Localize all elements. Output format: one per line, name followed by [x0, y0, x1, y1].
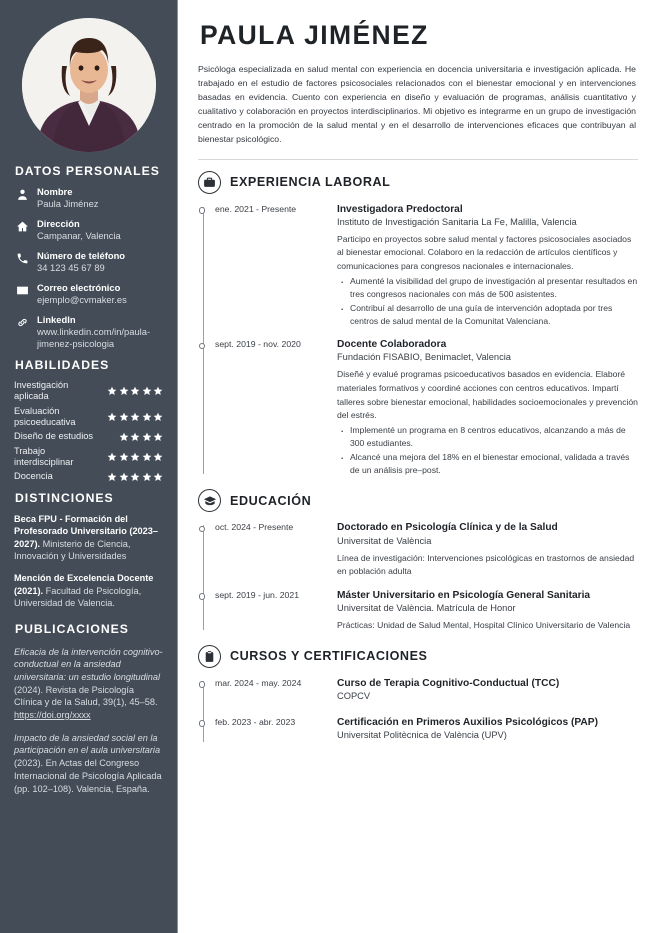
- section-title: EXPERIENCIA LABORAL: [230, 175, 391, 190]
- award-item: [14, 572, 163, 609]
- skill-row: [14, 471, 163, 482]
- entry-role: Máster Universitario en Psicología General Sanitaria: [337, 589, 591, 601]
- publications-heading: PUBLICACIONES: [15, 621, 129, 636]
- skill-name: Evaluación psicoeducativa: [14, 405, 76, 428]
- entry-description: Línea de investigación: Intervenciones psicológicas en trastornos de ansiedad en población adulta: [337, 552, 635, 577]
- section: [198, 171, 638, 479]
- timeline-dot: [199, 343, 206, 350]
- entry-date: mar. 2024 - may. 2024: [215, 677, 302, 688]
- bullet-item: · Aumenté la visibilidad del grupo de investigación al presentar resultados en tres congresos nacionales con más de 500 asistentes.: [337, 275, 638, 302]
- section-header: [198, 645, 638, 668]
- skills-list: [14, 380, 163, 483]
- skill-row: [14, 431, 163, 442]
- entry-description: Prácticas: Unidad de Salud Mental, Hospital Clínico Universitario de Valencia: [337, 620, 631, 631]
- timeline-dot: [199, 526, 206, 533]
- skill-name: Trabajo interdisciplinar: [14, 445, 74, 468]
- entry-organization: Instituto de Investigación Sanitaria La Fe, Malilla, Valencia: [337, 216, 577, 227]
- entry-body: [333, 203, 638, 330]
- publication-title: Impacto de la ansiedad social en la participación en el aula universitaria: [14, 732, 161, 756]
- publications-list: [14, 646, 163, 796]
- bullet-item: · Contribuí al desarrollo de una guía de intervención adoptada por tres centros de salud mental de la Comunitat Valenciana.: [337, 302, 638, 329]
- entry-body: [333, 338, 638, 478]
- entry-organization: Universitat de València. Matrícula de Honor: [337, 603, 516, 614]
- briefcase-icon: [198, 171, 221, 194]
- home-icon: [14, 220, 30, 233]
- contact-value: www.linkedin.com/in/paula-jimenez-psicologia: [37, 325, 151, 349]
- skill-rating-stars: [119, 432, 164, 442]
- entry-organization: Universitat Politècnica de València (UPV): [337, 730, 507, 741]
- timeline-entry: [215, 589, 638, 634]
- timeline-entry: [215, 521, 638, 579]
- timeline-entry: [215, 203, 638, 330]
- page-title: PAULA JIMÉNEZ: [200, 20, 429, 50]
- publication-item: [14, 646, 163, 722]
- personal-data-heading: DATOS PERSONALES: [15, 164, 160, 178]
- contact-label: Nombre: [37, 186, 73, 197]
- sections-container: [198, 171, 638, 747]
- timeline-line: [203, 525, 204, 629]
- contact-value: 34 123 45 67 89: [37, 261, 105, 273]
- skill-name: Investigación aplicada: [14, 380, 69, 402]
- timeline-entry: [215, 716, 638, 746]
- award-text: Beca FPU - Formación del Profesorado Universitario (2023–2027). Ministerio de Ciencia, Innovación y Universidades: [14, 513, 158, 561]
- graduation-cap-icon: [198, 489, 221, 512]
- timeline-entry: [215, 338, 638, 478]
- award-text: Mención de Excelencia Docente (2021). Facultad de Psicología, Universidad de Valencia.: [14, 573, 154, 609]
- publication-doi-link[interactable]: https://doi.org/xxxx: [14, 710, 91, 721]
- timeline-entry: [215, 677, 638, 707]
- section: [198, 645, 638, 747]
- contact-label: Dirección: [37, 217, 80, 229]
- divider: [198, 159, 638, 160]
- entry-role: Doctorado en Psicología Clínica y de la Salud: [337, 522, 558, 534]
- skill-rating-stars: [107, 386, 163, 396]
- entry-date: sept. 2019 - nov. 2020: [215, 339, 301, 350]
- link-icon: [14, 316, 30, 329]
- entry-body: [333, 521, 638, 579]
- entry-body: [333, 589, 638, 634]
- timeline-line: [203, 207, 204, 475]
- contact-value: Campanar, Valencia: [37, 229, 121, 241]
- publication-item: [14, 732, 163, 795]
- avatar: [14, 18, 163, 152]
- bullet-item: · Implementé un programa en 8 centros educativos, alcanzando a más de 300 estudiantes.: [337, 424, 638, 451]
- entry-date: oct. 2024 - Presente: [215, 522, 294, 533]
- contact-item-telefono: [14, 250, 163, 274]
- section-title: CURSOS Y CERTIFICACIONES: [230, 649, 428, 664]
- entry-organization: COPCV: [337, 690, 371, 701]
- skill-row: [14, 446, 163, 469]
- contact-list: [14, 186, 163, 350]
- contact-item-direccion: [14, 218, 163, 242]
- profile-summary: Psicóloga especializada en salud mental con experiencia en docencia universitaria e investigación aplicada. He trabajado en el estudio de factores psicosociales relacionados con el bienestar emocional y en intervenciones basadas en evidencia. Cuento con experiencia en diseño y evaluación de programas, análisis cuantitativo y cualitativo y colaboración en proyectos interdisciplinarios. Mi objetivo es integrarme en un grupo de investigación centrado en la promoción de la salud mental y en el desarrollo de intervenciones eficaces que contribuyan al bienestar psicológico.: [198, 64, 636, 145]
- phone-icon: [14, 252, 30, 265]
- timeline-line: [203, 681, 204, 743]
- entry-bullets: [337, 275, 638, 329]
- entry-description: Diseñé y evalué programas psicoeducativos basados en evidencia. Elaboré materiales formativos y coordiné acciones con centros educativos. Impartí talleres sobre bienestar emocional, habilidades socioemocionales y prevención del estrés.: [337, 369, 638, 421]
- entry-role: Curso de Terapia Cognitivo-Conductual (TCC): [337, 677, 560, 689]
- bullet-item: · Alcancé una mejora del 18% en el bienestar emocional, validada a través de un análisis pre–post.: [337, 451, 638, 478]
- timeline-dot: [199, 681, 206, 688]
- entry-body: [333, 677, 638, 707]
- main-content: [178, 0, 660, 933]
- section-header: [198, 171, 638, 194]
- entry-date: sept. 2019 - jun. 2021: [215, 589, 300, 600]
- skill-rating-stars: [107, 412, 163, 422]
- entry-date: ene. 2021 - Presente: [215, 203, 297, 214]
- section-header: [198, 489, 638, 512]
- timeline-dot: [199, 720, 206, 727]
- contact-item-linkedin[interactable]: [14, 314, 163, 350]
- profile-photo: [22, 18, 156, 152]
- entry-bullets: [337, 424, 638, 478]
- contact-value: Paula Jiménez: [37, 197, 99, 209]
- sidebar: [0, 0, 178, 933]
- timeline: [198, 677, 638, 747]
- contact-item-email: [14, 282, 163, 306]
- skill-rating-stars: [107, 472, 163, 482]
- timeline: [198, 203, 638, 479]
- person-icon: [14, 188, 30, 201]
- entry-body: [333, 716, 638, 746]
- contact-label: LinkedIn: [37, 313, 76, 325]
- entry-organization: Universitat de València: [337, 535, 432, 546]
- skills-heading: HABILIDADES: [15, 358, 110, 373]
- clipboard-icon: [198, 645, 221, 668]
- timeline-dot: [199, 593, 206, 600]
- contact-label: Número de teléfono: [37, 249, 126, 261]
- skill-name: Docencia: [14, 471, 53, 482]
- entry-date: feb. 2023 - abr. 2023: [215, 716, 296, 727]
- awards-list: [14, 513, 163, 610]
- entry-role: Certificación en Primeros Auxilios Psicológicos (PAP): [337, 716, 598, 728]
- publication-text: Eficacia de la intervención cognitivo-conductual en la ansiedad universitaria: un estudio longitudinal (2024). Revista de Psicología Clínica y de la Salud, 39(1), 45–58. https://doi.org/xxxx: [14, 646, 163, 721]
- contact-label: Correo electrónico: [37, 281, 121, 293]
- skill-name: Diseño de estudios: [14, 431, 94, 442]
- contact-item-nombre: [14, 186, 163, 210]
- section: [198, 489, 638, 633]
- entry-role: Docente Colaboradora: [337, 339, 447, 351]
- publication-title: Eficacia de la intervención cognitivo-conductual en la ansiedad universitaria: un estudio longitudinal: [14, 646, 163, 683]
- entry-description: Participo en proyectos sobre salud mental y factores psicosociales asociados al bienestar emocional. Colaboro en la redacción de artículos científicos y comunicaciones para congresos nacionales e internacionales.: [337, 233, 632, 271]
- section-title: EDUCACIÓN: [230, 493, 312, 508]
- contact-value: ejemplo@cvmaker.es: [37, 293, 127, 305]
- awards-heading: DISTINCIONES: [15, 490, 114, 505]
- envelope-icon: [14, 284, 30, 297]
- timeline: [198, 521, 638, 633]
- skill-row: [14, 380, 163, 403]
- publication-text: Impacto de la ansiedad social en la participación en el aula universitaria (2023). En Actas del Congreso Internacional de Psicología Aplicada (pp. 102–108). Valencia, España.: [14, 732, 162, 794]
- entry-role: Investigadora Predoctoral: [337, 203, 463, 215]
- award-item: [14, 513, 163, 563]
- timeline-dot: [199, 207, 206, 214]
- entry-organization: Fundación FISABIO, Benimaclet, Valencia: [337, 352, 511, 363]
- skill-row: [14, 406, 163, 429]
- skill-rating-stars: [107, 452, 163, 462]
